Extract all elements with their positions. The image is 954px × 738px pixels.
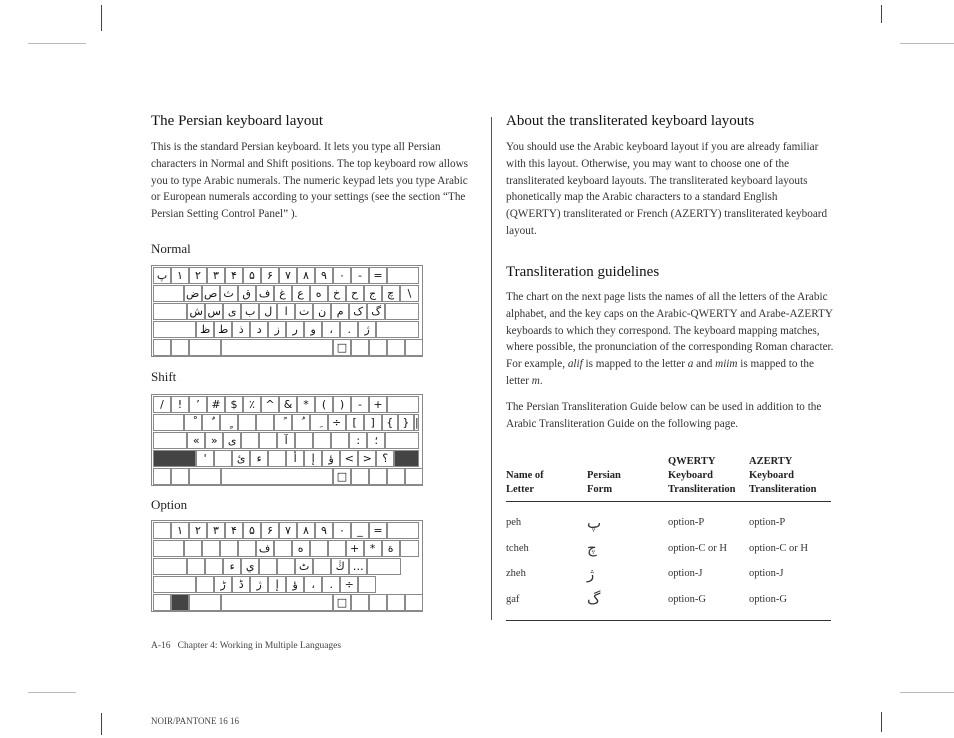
keyboard-key <box>387 267 419 284</box>
about-body: You should use the Arabic keyboard layout if you are already familiar with this layout. Otherwise, you may want to choose one of the transliterated keyboard layouts. The transliterated keyboard layouts phonetically map the Arabic characters to a standard English (QWERTY) transliterated or French (AZERTY) transliterated keyboard layout. <box>506 141 828 237</box>
header-azerty: AZERTY Keyboard Transliteration <box>749 456 817 495</box>
keyboard-key: ن <box>313 303 331 320</box>
keyboard-key: ء <box>223 558 241 575</box>
keyboard-key: $ <box>225 396 243 413</box>
persian-layout-title: The Persian keyboard layout <box>151 113 324 129</box>
keyboard-key: / <box>153 396 171 413</box>
crop-mark <box>881 5 882 23</box>
keyboard-key <box>238 540 256 557</box>
keyboard-key: ( <box>315 396 333 413</box>
keyboard-key <box>376 321 419 338</box>
keyboard-key <box>387 339 405 356</box>
keyboard-key <box>369 339 387 356</box>
keyboard-key <box>387 522 419 539</box>
keyboard-key: ه <box>292 540 310 557</box>
keyboard-key <box>367 558 401 575</box>
keyboard-key: ۹ <box>315 267 333 284</box>
keyboard-key: = <box>369 522 387 539</box>
keyboard-key: ز <box>268 321 286 338</box>
keyboard-key: * <box>297 396 315 413</box>
keyboard-key: ' <box>196 450 214 467</box>
keyboard-key: … <box>349 558 367 575</box>
keyboard-key: ۸ <box>297 267 315 284</box>
keyboard-normal <box>151 265 423 357</box>
keyboard-key: ٹ <box>295 558 313 575</box>
keyboard-key: ۱ <box>171 267 189 284</box>
keyboard-key: و <box>304 321 322 338</box>
keyboard-key <box>387 468 405 485</box>
keyboard-key: . <box>322 576 340 593</box>
keyboard-key: ح <box>346 285 364 302</box>
keyboard-key <box>196 576 214 593</box>
keyboard-row <box>153 303 419 321</box>
keyboard-key: أ <box>286 450 304 467</box>
keyboard-key: ۴ <box>225 522 243 539</box>
table-header-rule <box>506 501 831 502</box>
keyboard-key: ، <box>304 576 322 593</box>
keyboard-key <box>295 432 313 449</box>
keyboard-key <box>153 414 184 431</box>
keyboard-key <box>405 468 423 485</box>
keyboard-key: ) <box>333 396 351 413</box>
keyboard-key <box>238 414 256 431</box>
keyboard-key: ۰ <box>333 267 351 284</box>
crop-mark <box>28 43 86 44</box>
keyboard-key: } <box>398 414 414 431</box>
keyboard-key: + <box>369 396 387 413</box>
keyboard-key <box>385 432 419 449</box>
keyboard-key: خ <box>328 285 346 302</box>
keyboard-key <box>387 396 419 413</box>
keyboard-key: ق <box>238 285 256 302</box>
keyboard-row <box>153 285 419 303</box>
keyboard-key <box>153 321 196 338</box>
crop-mark <box>900 43 954 44</box>
keyboard-key <box>220 540 238 557</box>
keyboard-key <box>153 468 171 485</box>
keyboard-key: آ <box>277 432 295 449</box>
keyboard-key: ڑ <box>214 576 232 593</box>
keyboard-key <box>153 594 171 611</box>
keyboard-key: ۴ <box>225 267 243 284</box>
keyboard-key <box>153 522 171 539</box>
keyboard-key: ث <box>220 285 238 302</box>
keyboard-row <box>153 594 423 612</box>
keyboard-key: * <box>364 540 382 557</box>
keyboard-key: ۲ <box>189 522 207 539</box>
keyboard-key: ڭ <box>331 558 349 575</box>
keyboard-key: ش <box>187 303 205 320</box>
keyboard-row <box>153 540 419 558</box>
keyboard-key <box>351 468 369 485</box>
keyboard-key <box>153 285 184 302</box>
keyboard-key <box>221 594 333 611</box>
keyboard-key: غ <box>274 285 292 302</box>
about-title: About the transliterated keyboard layouts <box>506 113 755 129</box>
keyboard-key: ۰ <box>333 522 351 539</box>
keyboard-key <box>277 558 295 575</box>
keyboard-key <box>205 558 223 575</box>
keyboard-key: . <box>340 321 358 338</box>
header-persian: Persian Form <box>587 470 621 495</box>
keyboard-row <box>153 468 423 486</box>
keyboard-key: ب <box>241 303 259 320</box>
keyboard-key: ۹ <box>315 522 333 539</box>
keyboard-key: س <box>205 303 223 320</box>
keyboard-key: د <box>250 321 268 338</box>
keyboard-key: ؤ <box>322 450 340 467</box>
keyboard-key <box>331 432 349 449</box>
keyboard-key: ج <box>364 285 382 302</box>
table-row: zheh ژ option-J option-J <box>506 564 784 583</box>
keyboard-key: ۱ <box>171 522 189 539</box>
keyboard-key <box>221 468 333 485</box>
header-name: Name of Letter <box>506 470 544 495</box>
keyboard-key: ض <box>184 285 202 302</box>
keyboard-key <box>189 594 221 611</box>
keyboard-key: ئ <box>232 450 250 467</box>
keyboard-key: ک <box>349 303 367 320</box>
keyboard-key: ل <box>259 303 277 320</box>
keyboard-key <box>274 414 292 431</box>
keyboard-key <box>153 303 187 320</box>
keyboard-key <box>153 432 187 449</box>
keyboard-key: ه <box>310 285 328 302</box>
keyboard-key: + <box>346 540 364 557</box>
keyboard-key: ! <box>171 396 189 413</box>
keyboard-key: _ <box>351 522 369 539</box>
keyboard-key <box>292 414 310 431</box>
keyboard-key: ء <box>250 450 268 467</box>
keyboard-key: : <box>349 432 367 449</box>
keyboard-key: - <box>351 396 369 413</box>
keyboard-key <box>171 594 189 611</box>
keyboard-key: ۶ <box>261 522 279 539</box>
crop-mark <box>881 712 882 732</box>
keyboard-key: ٬ <box>189 396 207 413</box>
keyboard-key: ۲ <box>189 267 207 284</box>
table-row: tcheh چ option-C or H option-C or H <box>506 539 808 558</box>
keyboard-key: \ <box>400 285 420 302</box>
keyboard-row <box>153 450 419 468</box>
table-bottom-rule <box>506 620 831 621</box>
keyboard-row <box>153 432 419 450</box>
keyboard-key: ÷ <box>340 576 358 593</box>
crop-mark <box>101 5 102 31</box>
keyboard-key: ي <box>241 558 259 575</box>
keyboard-key: ف <box>256 285 274 302</box>
page-number: A-16 <box>151 641 171 651</box>
keyboard-key <box>189 339 221 356</box>
keyboard-key: □ <box>333 339 351 356</box>
keyboard-key: إ <box>304 450 322 467</box>
keyboard-key <box>358 576 376 593</box>
keyboard-key: ۵ <box>243 267 261 284</box>
keyboard-key: & <box>279 396 297 413</box>
keyboard-key: ] <box>364 414 382 431</box>
keyboard-key <box>214 450 232 467</box>
keyboard-key: ۳ <box>207 267 225 284</box>
keyboard-key: ۸ <box>297 522 315 539</box>
keyboard-key <box>221 339 333 356</box>
keyboard-key <box>153 339 171 356</box>
keyboard-key <box>351 594 369 611</box>
keyboard-key <box>259 558 277 575</box>
keyboard-row <box>153 522 419 540</box>
keyboard-key: ع <box>292 285 310 302</box>
keyboard-key <box>268 450 286 467</box>
keyboard-key <box>187 558 205 575</box>
keyboard-key: ژ <box>358 321 376 338</box>
table-row: gaf گ option-G option-G <box>506 590 787 609</box>
shift-label: Shift <box>151 369 177 384</box>
keyboard-key <box>202 540 220 557</box>
keyboard-key: ت <box>295 303 313 320</box>
chapter-title: Chapter 4: Working in Multiple Languages <box>177 641 342 651</box>
keyboard-key: إ <box>268 576 286 593</box>
keyboard-key <box>220 414 238 431</box>
keyboard-key <box>313 558 331 575</box>
keyboard-option <box>151 520 423 612</box>
keyboard-key: ٪ <box>243 396 261 413</box>
keyboard-key <box>184 540 202 557</box>
keyboard-shift <box>151 394 423 486</box>
persian-layout-intro: This is the standard Persian keyboard. It lets you type all Persian characters in Normal and Shift positions. The top keyboard row allows you to type Arabic numerals. The numeric keypad lets you type Arabic or European numerals according to your settings (see the section “The Persian Setting Control Panel” ). <box>151 141 469 221</box>
page-footer <box>151 641 341 651</box>
keyboard-key <box>171 339 189 356</box>
guidelines-body-2: The Persian Transliteration Guide below can be used in addition to the Arabic Transliteration Guide on the following page. <box>506 401 822 430</box>
keyboard-key <box>241 432 259 449</box>
keyboard-key: ی <box>223 303 241 320</box>
keyboard-key: ی <box>223 432 241 449</box>
keyboard-key: ؤ <box>286 576 304 593</box>
keyboard-key <box>387 594 405 611</box>
keyboard-key: ۷ <box>279 267 297 284</box>
keyboard-key <box>259 432 277 449</box>
crop-mark <box>101 713 102 735</box>
keyboard-key <box>184 414 202 431</box>
keyboard-key <box>153 576 196 593</box>
keyboard-key: ص <box>202 285 220 302</box>
keyboard-key <box>394 450 419 467</box>
keyboard-key: ا <box>277 303 295 320</box>
keyboard-key <box>385 303 419 320</box>
keyboard-key: - <box>351 267 369 284</box>
guidelines-title: Transliteration guidelines <box>506 264 660 280</box>
keyboard-key: | <box>414 416 419 429</box>
keyboard-row <box>153 267 419 285</box>
keyboard-key: # <box>207 396 225 413</box>
keyboard-key: چ <box>382 285 400 302</box>
keyboard-key: ، <box>322 321 340 338</box>
keyboard-key <box>153 540 184 557</box>
keyboard-key: = <box>369 267 387 284</box>
keyboard-key: > <box>358 450 376 467</box>
keyboard-key: ^ <box>261 396 279 413</box>
keyboard-key: ۶ <box>261 267 279 284</box>
print-info: NOIR/PANTONE 16 16 <box>151 716 240 726</box>
keyboard-key: ۵ <box>243 522 261 539</box>
keyboard-key: گ <box>367 303 385 320</box>
keyboard-key <box>256 414 274 431</box>
keyboard-key <box>202 414 220 431</box>
keyboard-key: ر <box>286 321 304 338</box>
keyboard-key: ؛ <box>367 432 385 449</box>
keyboard-row <box>153 576 376 594</box>
normal-label: Normal <box>151 241 191 256</box>
keyboard-key <box>405 594 423 611</box>
keyboard-key: پ <box>153 267 171 284</box>
table-row: peh پ option-P option-P <box>506 513 786 532</box>
keyboard-key: ة <box>382 540 400 557</box>
keyboard-key: { <box>382 414 398 431</box>
keyboard-row <box>153 339 423 357</box>
keyboard-key <box>313 432 331 449</box>
keyboard-row <box>153 558 401 576</box>
transliteration-table <box>506 455 831 612</box>
keyboard-row <box>153 321 419 339</box>
keyboard-key <box>171 468 189 485</box>
keyboard-key: م <box>331 303 349 320</box>
keyboard-key: ظ <box>196 321 214 338</box>
keyboard-key <box>351 339 369 356</box>
keyboard-key: ذ <box>232 321 250 338</box>
keyboard-key <box>400 540 420 557</box>
keyboard-key <box>369 468 387 485</box>
keyboard-row <box>153 414 419 432</box>
keyboard-key: ÷ <box>328 414 346 431</box>
keyboard-key <box>405 339 423 356</box>
keyboard-key: « <box>187 432 205 449</box>
keyboard-row <box>153 396 419 414</box>
keyboard-key: ؟ <box>376 450 394 467</box>
guidelines-body: The chart on the next page lists the names of all the letters of the Arabic alphabet, and the key caps on the Arabic-QWERTY and Arabe-AZERTY keyboards to which they correspond. The keyboard mapping matches, where possible, the pronunciation of the corresponding Roman character. For example, alif is mapped to the letter a and miim is mapped to the letter m. <box>506 291 834 387</box>
column-divider <box>491 117 492 620</box>
crop-mark <box>900 692 954 693</box>
crop-mark <box>28 692 76 693</box>
keyboard-key <box>153 558 187 575</box>
keyboard-key <box>274 540 292 557</box>
keyboard-key: < <box>340 450 358 467</box>
keyboard-key: □ <box>333 468 351 485</box>
keyboard-key: ف <box>256 540 274 557</box>
keyboard-key: » <box>205 432 223 449</box>
keyboard-key <box>189 468 221 485</box>
keyboard-key <box>153 450 196 467</box>
keyboard-key: [ <box>346 414 364 431</box>
keyboard-key <box>328 540 346 557</box>
keyboard-key <box>310 540 328 557</box>
keyboard-key: ۳ <box>207 522 225 539</box>
keyboard-key: ۷ <box>279 522 297 539</box>
keyboard-key: ژ <box>250 576 268 593</box>
keyboard-key: □ <box>333 594 351 611</box>
keyboard-key <box>369 594 387 611</box>
keyboard-key <box>310 414 328 431</box>
keyboard-key: ط <box>214 321 232 338</box>
option-label: Option <box>151 497 188 512</box>
keyboard-key: ڈ <box>232 576 250 593</box>
header-qwerty: QWERTY Keyboard Transliteration <box>668 456 736 495</box>
